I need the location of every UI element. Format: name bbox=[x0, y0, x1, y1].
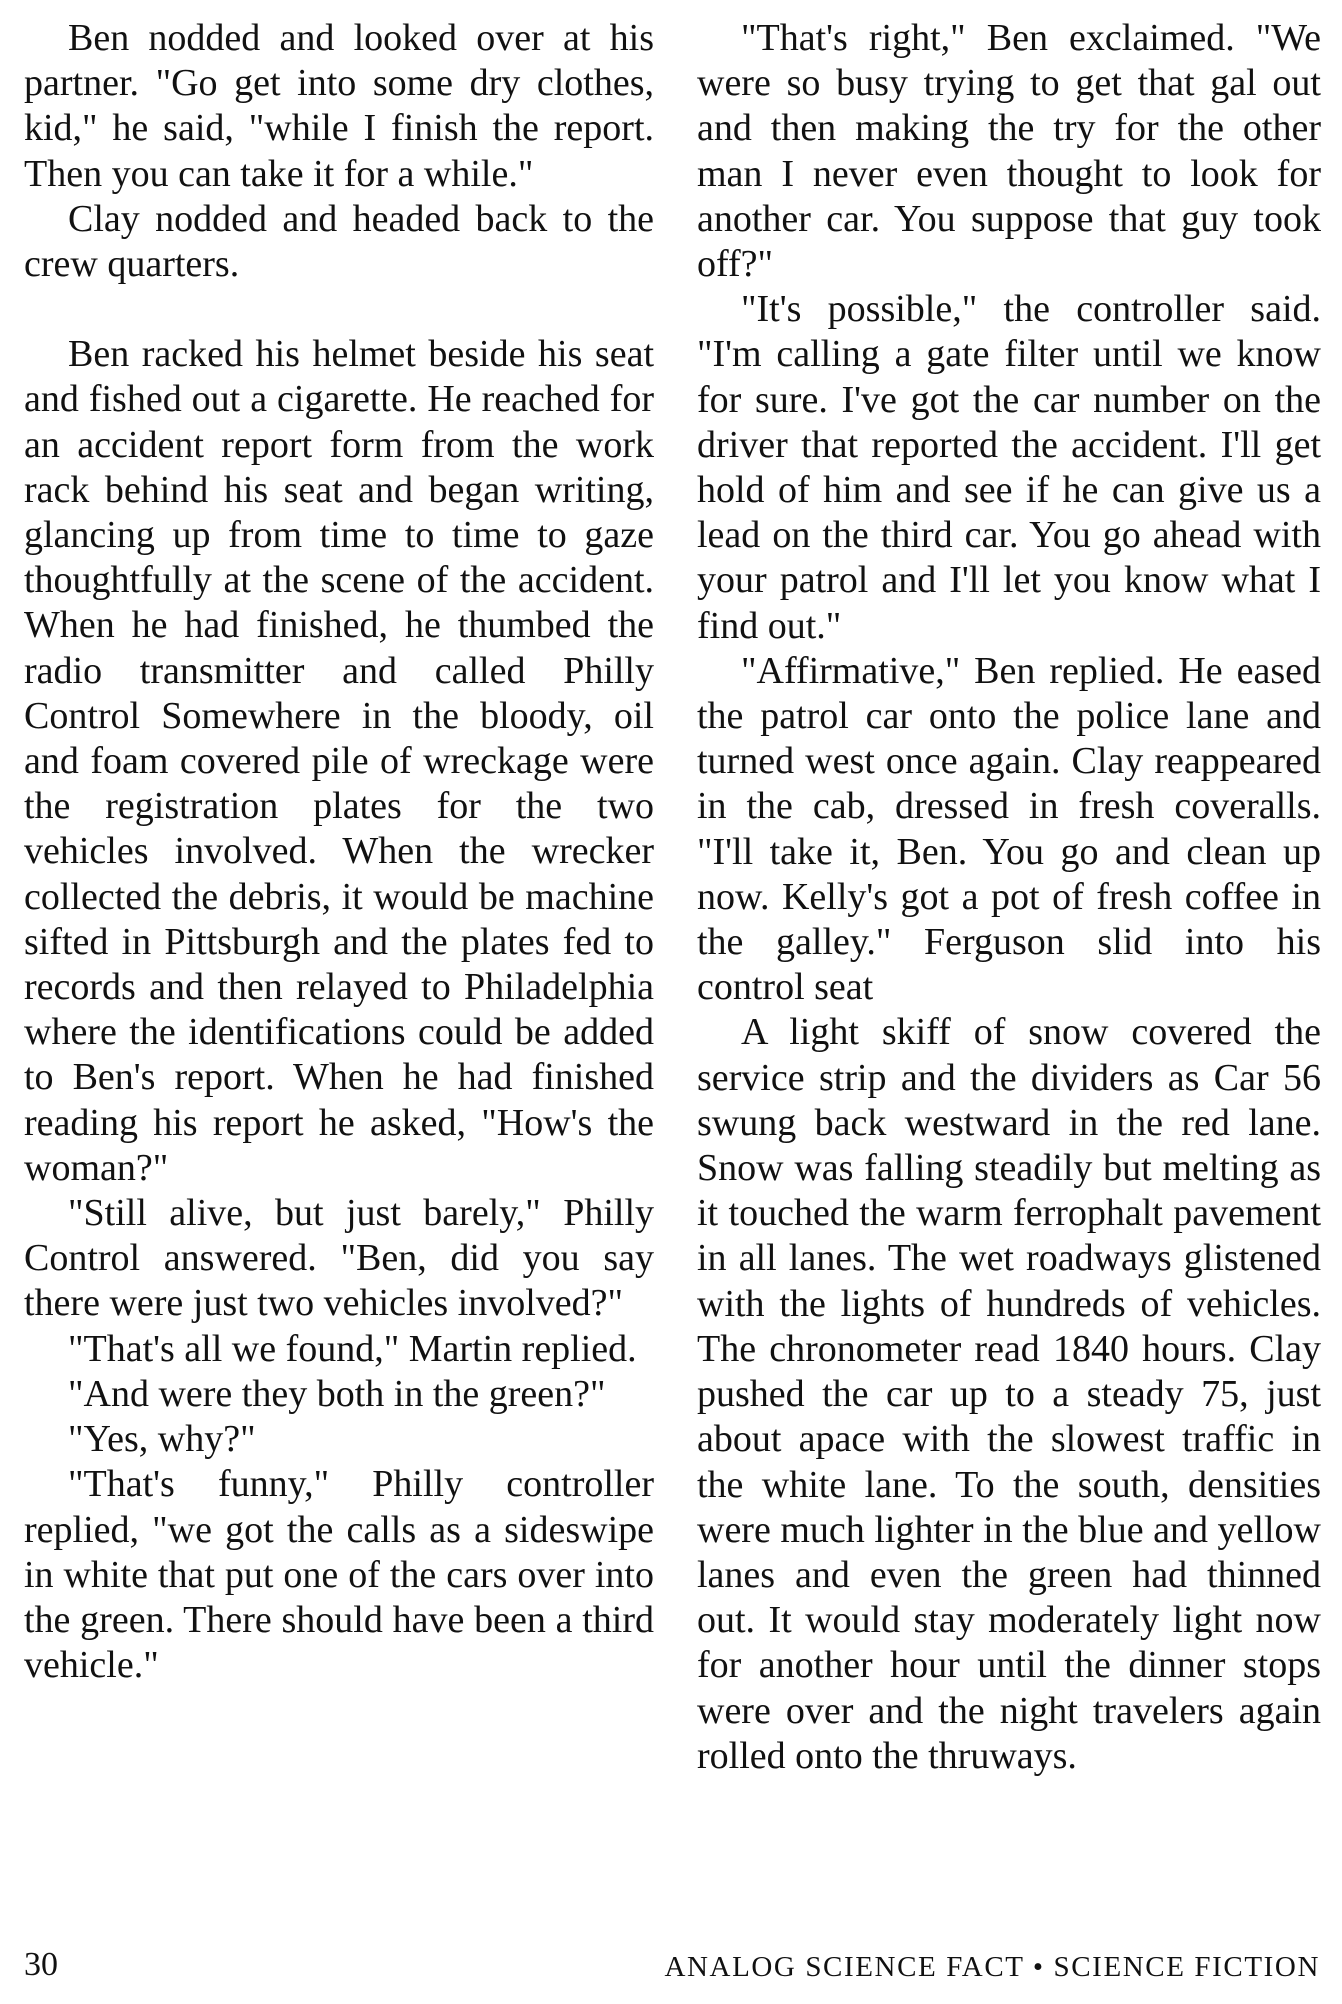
paragraph: "Affirmative," Ben replied. He eased the patrol car onto the police lane and turned west once again. Clay reappeared in the cab, dressed in fresh coveralls. "I'll take it, Ben. You go and clean up now. Kelly's got a pot of fresh coffee in the galley." Ferguson slid into his control seat bbox=[697, 649, 1321, 1009]
page-footer bbox=[24, 1945, 1320, 1985]
paragraph: Ben nodded and looked over at his partner. "Go get into some dry clothes, kid," he said, "while I finish the report. Then you can take it for a while." bbox=[24, 17, 654, 195]
paragraph: "And were they both in the green?" bbox=[68, 1372, 606, 1415]
paragraph: "That's all we found," Martin replied. bbox=[68, 1327, 637, 1370]
left-text-column bbox=[24, 16, 654, 1688]
paragraph: "That's funny," Philly controller replied, "we got the calls as a sideswipe in white that put one of the cars over into the green. There should have been a third vehicle." bbox=[24, 1463, 654, 1687]
paragraph: "Still alive, but just barely," Philly Control answered. "Ben, did you say there were just two vehicles involved?" bbox=[24, 1192, 654, 1325]
page-number: 30 bbox=[24, 1946, 58, 1983]
paragraph: "Yes, why?" bbox=[68, 1418, 256, 1461]
paragraph: Clay nodded and headed back to the crew quarters. bbox=[24, 197, 654, 286]
right-text-column bbox=[697, 16, 1321, 1779]
paragraph: "It's possible," the controller said. "I'm calling a gate filter until we know for sure. I've got the car number on the driver that reported the accident. I'll get hold of him and see if he can give us a lead on the third car. You go ahead with your patrol and I'll let you know what I find out." bbox=[697, 288, 1321, 647]
paragraph: Ben racked his helmet beside his seat and fished out a cigarette. He reached for an accident report form from the work rack behind his seat and began writing, glancing up from time to time to gaze thoughtfully at the scene of the accident. When he had finished, he thumbed the radio transmitter and called Philly Control Somewhere in the bloody, oil and foam covered pile of wreckage were the registration plates for the two vehicles involved. When the wrecker collected the debris, it would be machine sifted in Pittsburgh and the plates fed to records and then relayed to Philadelphia where the identifications could be added to Ben's report. When he had finished reading his report he asked, "How's the woman?" bbox=[24, 333, 654, 1189]
paragraph: A light skiff of snow covered the service strip and the dividers as Car 56 swung back westward in the red lane. Snow was falling steadily but melting as it touched the warm ferrophalt pavement in all lanes. The wet roadways glistened with the lights of hundreds of vehicles. The chronometer read 1840 hours. Clay pushed the car up to a steady 75, just about apace with the slowest traffic in the white lane. To the south, densities were much lighter in the blue and yellow lanes and even the green had thinned out. It would stay moderately light now for another hour until the dinner stops were over and the night travelers again rolled onto the thruways. bbox=[697, 1011, 1321, 1777]
running-title: ANALOG SCIENCE FACT • SCIENCE FICTION bbox=[664, 1951, 1320, 1983]
paragraph: "That's right," Ben exclaimed. "We were so busy trying to get that gal out and then making the try for the other man I never even thought to look for another car. You suppose that guy took off?" bbox=[697, 17, 1321, 286]
